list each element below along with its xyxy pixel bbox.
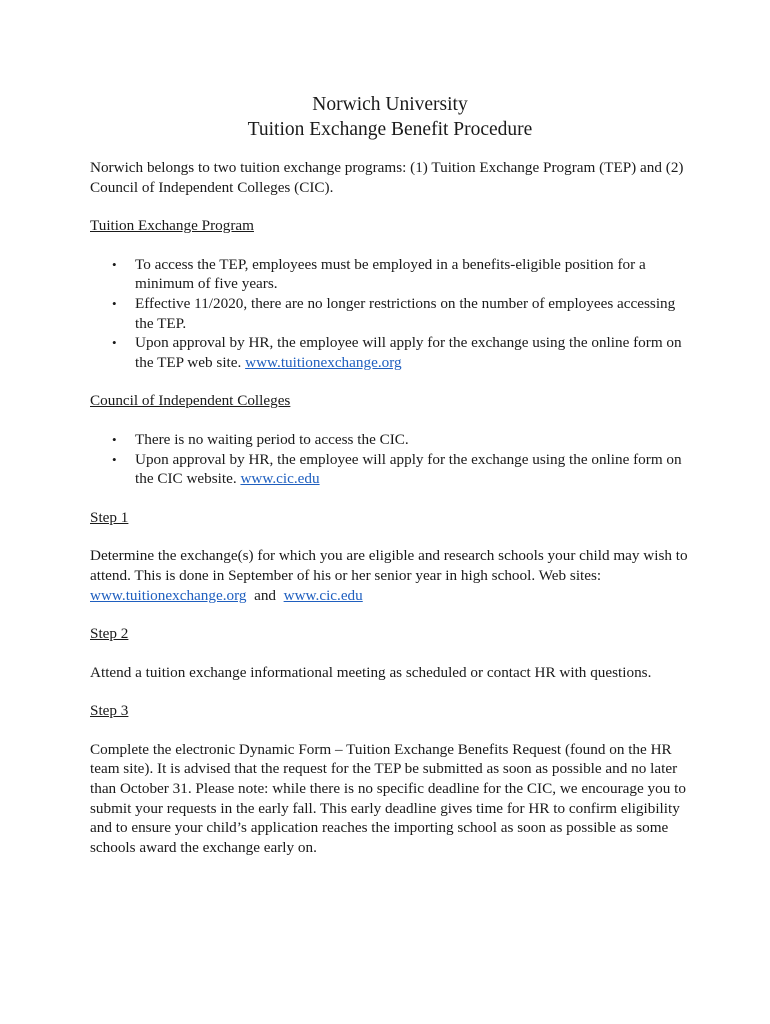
document-content: [90, 92, 690, 876]
bullet-glyph: •: [112, 256, 117, 272]
list-item: [90, 294, 690, 333]
bullet-glyph: •: [112, 451, 117, 467]
step-2-heading: Step 2: [90, 625, 129, 643]
list-item-text: Upon approval by HR, the employee will apply for the exchange using the online form on the TEP web site.: [135, 334, 682, 371]
tep-bullet-list: [90, 255, 690, 373]
list-item: [90, 430, 690, 450]
title-line-procedure: Tuition Exchange Benefit Procedure: [247, 119, 533, 140]
step-1-link-separator: and: [246, 586, 284, 604]
cic-website-link-step1[interactable]: www.cic.edu: [283, 586, 363, 604]
list-item-text: There is no waiting period to access the CIC.: [135, 430, 409, 448]
step-3-paragraph: Complete the electronic Dynamic Form – Tuition Exchange Benefits Request (found on the HR team site). It is advised that the request for the TEP be submitted as soon as possible and no later than October 31. Please note: while there is no specific deadline for the CIC, we encourage you to submit your requests in the early fall. This early deadline gives time for HR to confirm eligibility and to ensure your child’s application reaches the importing school as soon as possible as some schools award the exchange early on.: [90, 740, 686, 856]
list-item: [90, 333, 690, 372]
document-title: [90, 92, 690, 142]
list-item-text: Effective 11/2020, there are no longer restrictions on the number of employees accessing the TEP.: [135, 294, 676, 332]
step-2-paragraph: Attend a tuition exchange informational meeting as scheduled or contact HR with questions.: [90, 663, 652, 681]
title-line-university: Norwich University: [312, 94, 468, 115]
tep-heading: Tuition Exchange Program: [90, 217, 254, 235]
list-item-text: Upon approval by HR, the employee will apply for the exchange using the online form on the CIC website.: [135, 450, 682, 488]
step-3-heading: Step 3: [90, 702, 129, 720]
cic-website-link[interactable]: www.cic.edu: [240, 470, 320, 488]
list-item-text: To access the TEP, employees must be employed in a benefits-eligible position for a minimum of five years.: [135, 255, 646, 293]
list-item: [90, 450, 690, 489]
list-item: [90, 255, 690, 294]
step-1-heading: Step 1: [90, 508, 129, 526]
tep-website-link[interactable]: www.tuitionexchange.org: [245, 353, 402, 371]
bullet-glyph: •: [112, 335, 117, 351]
tep-website-link-step1[interactable]: www.tuitionexchange.org: [90, 586, 247, 604]
bullet-glyph: •: [112, 431, 117, 447]
step-1-paragraph: [90, 546, 690, 605]
cic-bullet-list: [90, 430, 690, 489]
step-1-text: Determine the exchange(s) for which you are eligible and research schools your child may wish to attend. This is done in September of his or her senior year in high school. Web sites:: [90, 547, 688, 584]
bullet-glyph: •: [112, 295, 117, 311]
intro-paragraph: Norwich belongs to two tuition exchange programs: (1) Tuition Exchange Program (TEP) and (2) Council of Independent Colleges (CIC).: [90, 159, 684, 196]
cic-heading: Council of Independent Colleges: [90, 392, 291, 410]
